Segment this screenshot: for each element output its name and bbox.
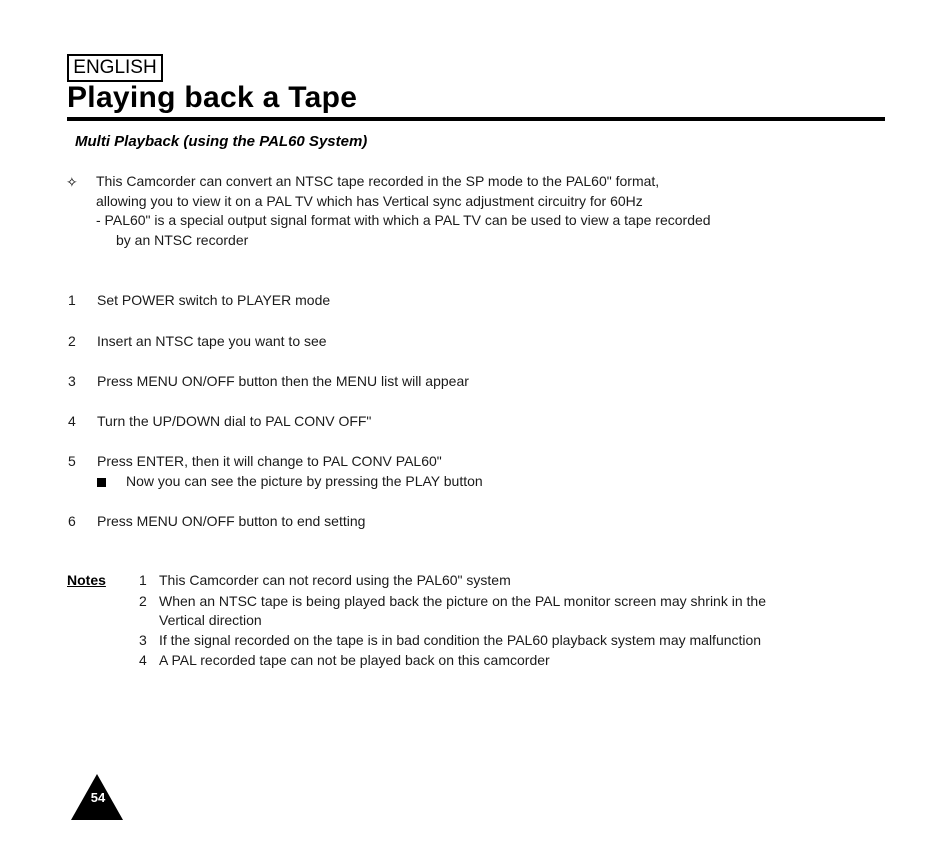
intro-note-line-1: - PAL60" is a special output signal format with which a PAL TV can be used to view a tape recorded	[96, 212, 711, 228]
diamond-bullet-icon: ✧	[66, 174, 78, 190]
intro-note-line-2: by an NTSC recorder	[116, 232, 249, 248]
step-number: 6	[68, 513, 76, 529]
language-label: ENGLISH	[67, 54, 163, 82]
note-text: If the signal recorded on the tape is in bad condition the PAL60 playback system may malfunction	[159, 632, 762, 648]
note-number: 2	[139, 593, 147, 609]
step-number: 3	[68, 373, 76, 389]
note-number: 4	[139, 652, 147, 668]
step-text: Turn the UP/DOWN dial to PAL CONV OFF"	[97, 413, 372, 429]
note-text: A PAL recorded tape can not be played back on this camcorder	[159, 652, 550, 668]
step-sub-text: Now you can see the picture by pressing the PLAY button	[126, 473, 483, 489]
section-subtitle: Multi Playback (using the PAL60 System)	[75, 133, 368, 150]
step-text: Press MENU ON/OFF button then the MENU list will appear	[97, 373, 469, 389]
step-number: 5	[68, 453, 76, 469]
note-number: 1	[139, 572, 147, 588]
step-number: 1	[68, 292, 76, 308]
step-text: Press ENTER, then it will change to PAL CONV PAL60"	[97, 453, 442, 469]
step-number: 2	[68, 333, 76, 349]
step-number: 4	[68, 413, 76, 429]
note-text: This Camcorder can not record using the PAL60" system	[159, 572, 511, 588]
note-text: When an NTSC tape is being played back the picture on the PAL monitor screen may shrink in the	[159, 593, 766, 609]
title-divider	[67, 117, 885, 121]
notes-label: Notes	[67, 572, 106, 588]
note-text-continued: Vertical direction	[159, 612, 262, 628]
step-text: Set POWER switch to PLAYER mode	[97, 292, 331, 308]
step-text: Insert an NTSC tape you want to see	[97, 333, 327, 349]
page-number: 54	[90, 790, 106, 805]
page-title: Playing back a Tape	[67, 81, 358, 114]
intro-line-2: allowing you to view it on a PAL TV which has Vertical sync adjustment circuitry for 60Hz	[96, 193, 643, 209]
intro-line-1: This Camcorder can convert an NTSC tape recorded in the SP mode to the PAL60" format,	[96, 173, 660, 189]
note-number: 3	[139, 632, 147, 648]
step-text: Press MENU ON/OFF button to end setting	[97, 513, 366, 529]
square-bullet-icon	[97, 478, 106, 487]
